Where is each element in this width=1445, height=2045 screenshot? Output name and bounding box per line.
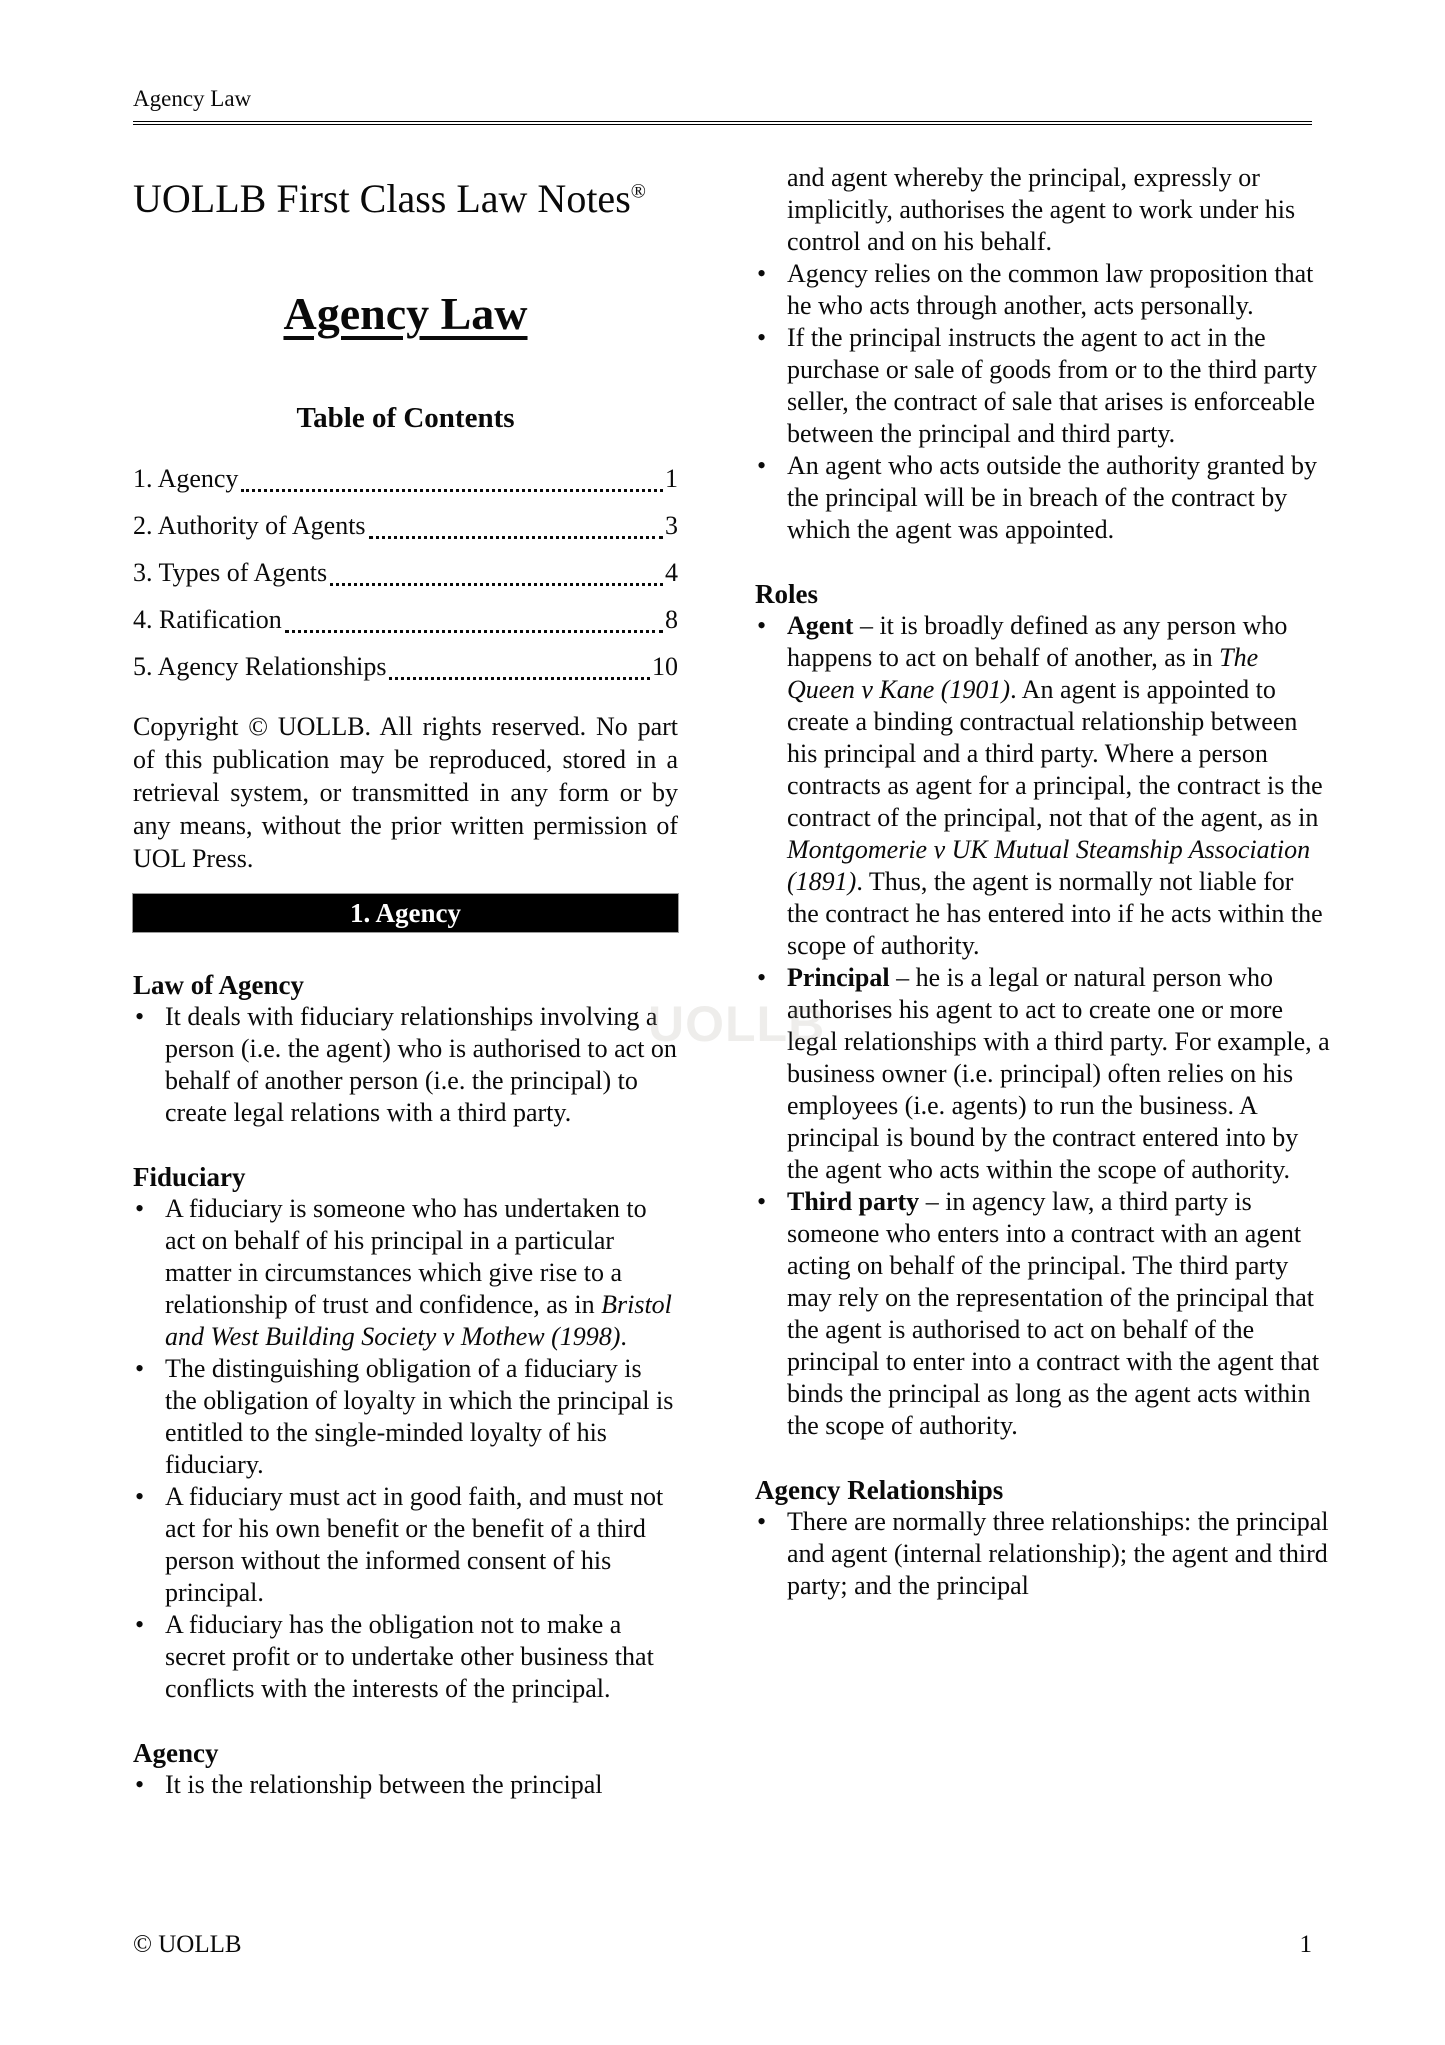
page-footer	[133, 1930, 1312, 1960]
bullet-item	[133, 1609, 678, 1705]
section-heading: Agency	[133, 1738, 219, 1768]
toc-page-number: 10	[652, 652, 678, 681]
bullet-text	[165, 1353, 678, 1481]
case-name-italic: The Queen v Kane (1901)	[787, 643, 1259, 704]
toc-entry-label: 1. Agency	[133, 464, 239, 493]
term-bold: Agent	[787, 611, 854, 640]
section-heading: Roles	[755, 579, 818, 609]
text-run: It is the relationship between the principal	[165, 1770, 603, 1799]
bullet-marker: •	[757, 611, 767, 640]
toc-page-number: 4	[665, 558, 678, 587]
toc-entry-label: 5. Agency Relationships	[133, 652, 387, 681]
section-heading: Law of Agency	[133, 970, 304, 1000]
bullet-marker: •	[757, 259, 767, 288]
bullet-text	[165, 1609, 678, 1705]
bullet-item	[755, 322, 1330, 450]
bullet-text	[787, 610, 1330, 962]
toc-page-number: 8	[665, 605, 678, 634]
bullet-marker: •	[135, 1194, 145, 1223]
content-section	[755, 1474, 1330, 1602]
bullet-marker: •	[135, 1482, 145, 1511]
text-run: A fiduciary is someone who has undertaken to act on behalf of his principal in a particular matter in circumstances which give rise to a relationship of trust and confidence, as in	[165, 1194, 647, 1319]
toc-entry	[133, 596, 678, 643]
section-banner: 1. Agency	[133, 894, 678, 932]
bullet-item	[755, 450, 1330, 546]
document-title-text: Agency Law	[283, 288, 528, 339]
toc-entry-label: 3. Types of Agents	[133, 558, 328, 587]
text-run: . Thus, the agent is normally not liable for the contract he has entered into if he acts within the scope of authority.	[787, 867, 1323, 960]
bullet-text	[787, 1506, 1330, 1602]
bullet-marker: •	[757, 1187, 767, 1216]
bullet-item	[133, 1481, 678, 1609]
toc-leader-dots	[285, 596, 663, 633]
bullet-marker: •	[757, 1507, 767, 1536]
continuation-paragraph: and agent whereby the principal, expressly or implicitly, authorises the agent to work under his control and on his behalf.	[787, 163, 1296, 256]
section-heading: Fiduciary	[133, 1162, 246, 1192]
toc-heading: Table of Contents	[296, 402, 515, 434]
two-column-layout	[133, 125, 1445, 1801]
text-run: – in agency law, a third party is someone who enters into a contract with an agent acting on behalf of the principal. The third party may rely on the representation of the principal that the agent is authorised to act on behalf of the principal to enter into a contract with the agent that binds the principal as long as the agent acts within the scope of authority.	[787, 1187, 1320, 1440]
section-heading: Agency Relationships	[755, 1475, 1004, 1505]
bullet-marker: •	[757, 963, 767, 992]
content-section	[755, 578, 1330, 1442]
bullet-text	[787, 1186, 1330, 1442]
term-bold: Principal	[787, 963, 890, 992]
text-run: There are normally three relationships: the principal and agent (internal relationship); the agent and third party; and the principal	[787, 1507, 1329, 1600]
page-number: 1	[1299, 1931, 1312, 1958]
term-bold: Third party	[787, 1187, 920, 1216]
bullet-marker: •	[135, 1770, 145, 1799]
text-run: – he is a legal or natural person who authorises his agent to act to create one or more legal relationships with a third party. For example, a business owner (i.e. principal) often relies on his employees (i.e. agents) to run the business. A principal is bound by the contract entered into by the agent who acts within the scope of authority.	[787, 963, 1330, 1184]
toc-entry-label: 2. Authority of Agents	[133, 511, 366, 540]
bullet-item	[133, 1001, 678, 1129]
text-run: It deals with fiduciary relationships involving a person (i.e. the agent) who is authorised to act on behalf of another person (i.e. the principal) to create legal relations with a third party.	[165, 1002, 677, 1127]
toc-leader-dots	[241, 455, 663, 492]
bullet-marker: •	[757, 451, 767, 480]
bullet-item	[755, 1506, 1330, 1602]
bullet-marker: •	[135, 1354, 145, 1383]
footer-copyright: © UOLLB	[133, 1931, 242, 1958]
toc-page-number: 1	[665, 464, 678, 493]
left-sections	[133, 969, 678, 1801]
watermark: UOLLB	[648, 996, 826, 1052]
registered-mark: ®	[630, 180, 646, 203]
toc-leader-dots	[389, 643, 650, 680]
bullet-item	[133, 1193, 678, 1353]
bullet-item	[755, 610, 1330, 962]
text-run: A fiduciary has the obligation not to make a secret profit or to undertake other business that conflicts with the interests of the principal.	[165, 1610, 654, 1703]
text-run: .	[620, 1322, 627, 1351]
bullet-text	[165, 1001, 678, 1129]
text-run: An agent who acts outside the authority granted by the principal will be in breach of the contract by which the agent was appointed.	[787, 451, 1317, 544]
case-name-italic: Bristol and West Building Society v Mothew (1998)	[165, 1290, 672, 1351]
bullet-item	[755, 258, 1330, 322]
running-header	[133, 85, 1312, 125]
toc-entry	[133, 502, 678, 549]
toc-entry-label: 4. Ratification	[133, 605, 282, 634]
right-sections	[755, 162, 1330, 1602]
case-name-italic: Montgomerie v UK Mutual Steamship Association (1891)	[787, 835, 1311, 896]
toc-entries	[133, 455, 678, 690]
document-title	[133, 288, 678, 340]
bullet-marker: •	[135, 1002, 145, 1031]
text-run: – it is broadly defined as any person who happens to act on behalf of another, as in	[787, 611, 1288, 672]
toc-entry	[133, 643, 678, 690]
right-column	[755, 125, 1330, 1602]
text-run: Agency relies on the common law proposition that he who acts through another, acts personally.	[787, 259, 1314, 320]
running-header-title: Agency Law	[133, 86, 252, 111]
bullet-text	[165, 1193, 678, 1353]
bullet-item	[755, 962, 1330, 1186]
toc-entry	[133, 455, 678, 502]
text-run: The distinguishing obligation of a fiduciary is the obligation of loyalty in which the principal is entitled to the single-minded loyalty of his fiduciary.	[165, 1354, 674, 1479]
bullet-text	[787, 322, 1330, 450]
bullet-text	[787, 962, 1330, 1186]
copyright-notice: Copyright © UOLLB. All rights reserved. No part of this publication may be reproduced, stored in a retrieval system, or transmitted in any form or by any means, without the prior written permission of UOL Press.	[133, 712, 678, 873]
bullet-text	[787, 450, 1330, 546]
content-section	[133, 1737, 678, 1801]
text-run: . An agent is appointed to create a binding contractual relationship between his principal and a third party. Where a person contracts as agent for a principal, the contract is the contract of the principal, not that of the agent, as in	[787, 675, 1323, 832]
content-section	[133, 969, 678, 1129]
toc-page-number: 3	[665, 511, 678, 540]
toc-leader-dots	[369, 502, 663, 539]
bullet-item	[755, 1186, 1330, 1442]
bullet-marker: •	[135, 1610, 145, 1639]
brand-title-text: UOLLB First Class Law Notes	[133, 176, 631, 221]
bullet-marker: •	[757, 323, 767, 352]
toc-entry	[133, 549, 678, 596]
content-section	[755, 162, 1330, 546]
left-column	[133, 125, 678, 1801]
text-run: If the principal instructs the agent to act in the purchase or sale of goods from or to the third party seller, the contract of sale that arises is enforceable between the principal and third party.	[787, 323, 1317, 448]
toc-leader-dots	[330, 549, 663, 586]
bullet-text	[165, 1769, 678, 1801]
bullet-item	[133, 1353, 678, 1481]
bullet-text	[787, 258, 1330, 322]
bullet-item	[133, 1769, 678, 1801]
text-run: A fiduciary must act in good faith, and must not act for his own benefit or the benefit of a third person without the informed consent of his principal.	[165, 1482, 664, 1607]
bullet-text	[165, 1481, 678, 1609]
brand-title	[133, 177, 678, 221]
content-section	[133, 1161, 678, 1705]
